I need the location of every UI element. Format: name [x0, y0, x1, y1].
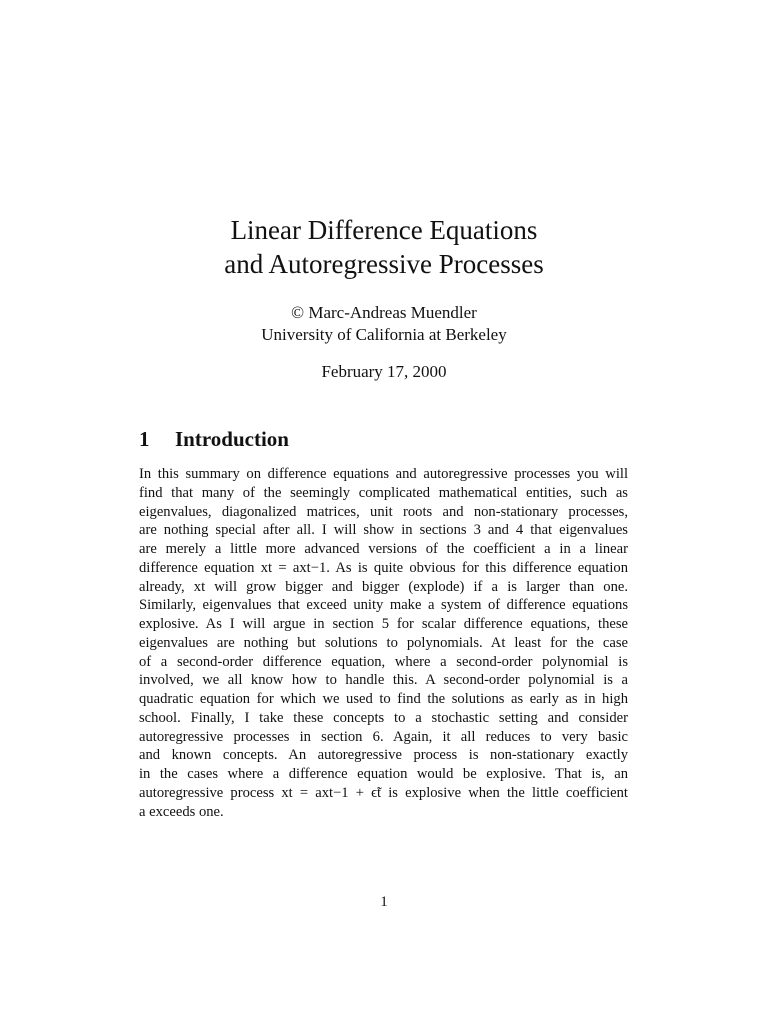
paragraph-line: school. Finally, I take these concepts to a stochastic setting and consider [139, 709, 628, 726]
paragraph-line: autoregressive process xt = axt−1 + ϵ̃t is explosive when the little coefficient [139, 784, 628, 801]
section-heading [139, 425, 289, 453]
section-title: Introduction [175, 427, 289, 451]
author-name: © Marc-Andreas Muendler [291, 303, 477, 322]
paragraph-line: quadratic equation for which we used to find the solutions as early as in high [139, 691, 628, 707]
paragraph-line: In this summary on difference equations and autoregressive processes you will [139, 466, 628, 482]
title-line-2: and Autoregressive Processes [224, 249, 544, 279]
author-block [0, 302, 768, 346]
paragraph-line: already, xt will grow bigger and bigger (explode) if a is larger than one. [139, 578, 628, 595]
paragraph-line: find that many of the seemingly complicated mathematical entities, such as [139, 484, 628, 501]
paragraph-line: explosive. As I will argue in section 5 for scalar difference equations, these [139, 616, 628, 632]
paragraph-line: a exceeds one. [139, 803, 224, 820]
paragraph-line: are merely a little more advanced versions of the coefficient a in a linear [139, 541, 628, 557]
paragraph-line: eigenvalues are nothing but solutions to polynomials. At least for the case [139, 634, 628, 651]
paper-title [0, 213, 768, 281]
paper-date: February 17, 2000 [321, 362, 447, 381]
paragraph-line: involved, we all know how to handle this. A second-order polynomial is a [139, 672, 628, 689]
author-affiliation: University of California at Berkeley [261, 325, 507, 344]
section-number: 1 [139, 427, 150, 451]
title-line-1: Linear Difference Equations [230, 215, 538, 245]
intro-paragraph [139, 465, 628, 821]
paragraph-line: of a second-order difference equation, where a second-order polynomial is [139, 653, 628, 670]
paragraph-line: difference equation xt = axt−1. As is quite obvious for this difference equation [139, 559, 628, 576]
paragraph-line: in the cases where a difference equation would be explosive. That is, an [139, 766, 628, 782]
paragraph-line: eigenvalues, diagonalized matrices, unit roots and non-stationary processes, [139, 503, 628, 520]
paragraph-line: are nothing special after all. I will show in sections 3 and 4 that eigenvalues [139, 522, 628, 539]
paragraph-line: autoregressive processes in section 6. Again, it all reduces to very basic [139, 728, 628, 745]
page-number: 1 [380, 894, 388, 910]
paragraph-line: Similarly, eigenvalues that exceed unity make a system of difference equations [139, 597, 628, 614]
paragraph-line: and known concepts. An autoregressive process is non-stationary exactly [139, 747, 628, 764]
